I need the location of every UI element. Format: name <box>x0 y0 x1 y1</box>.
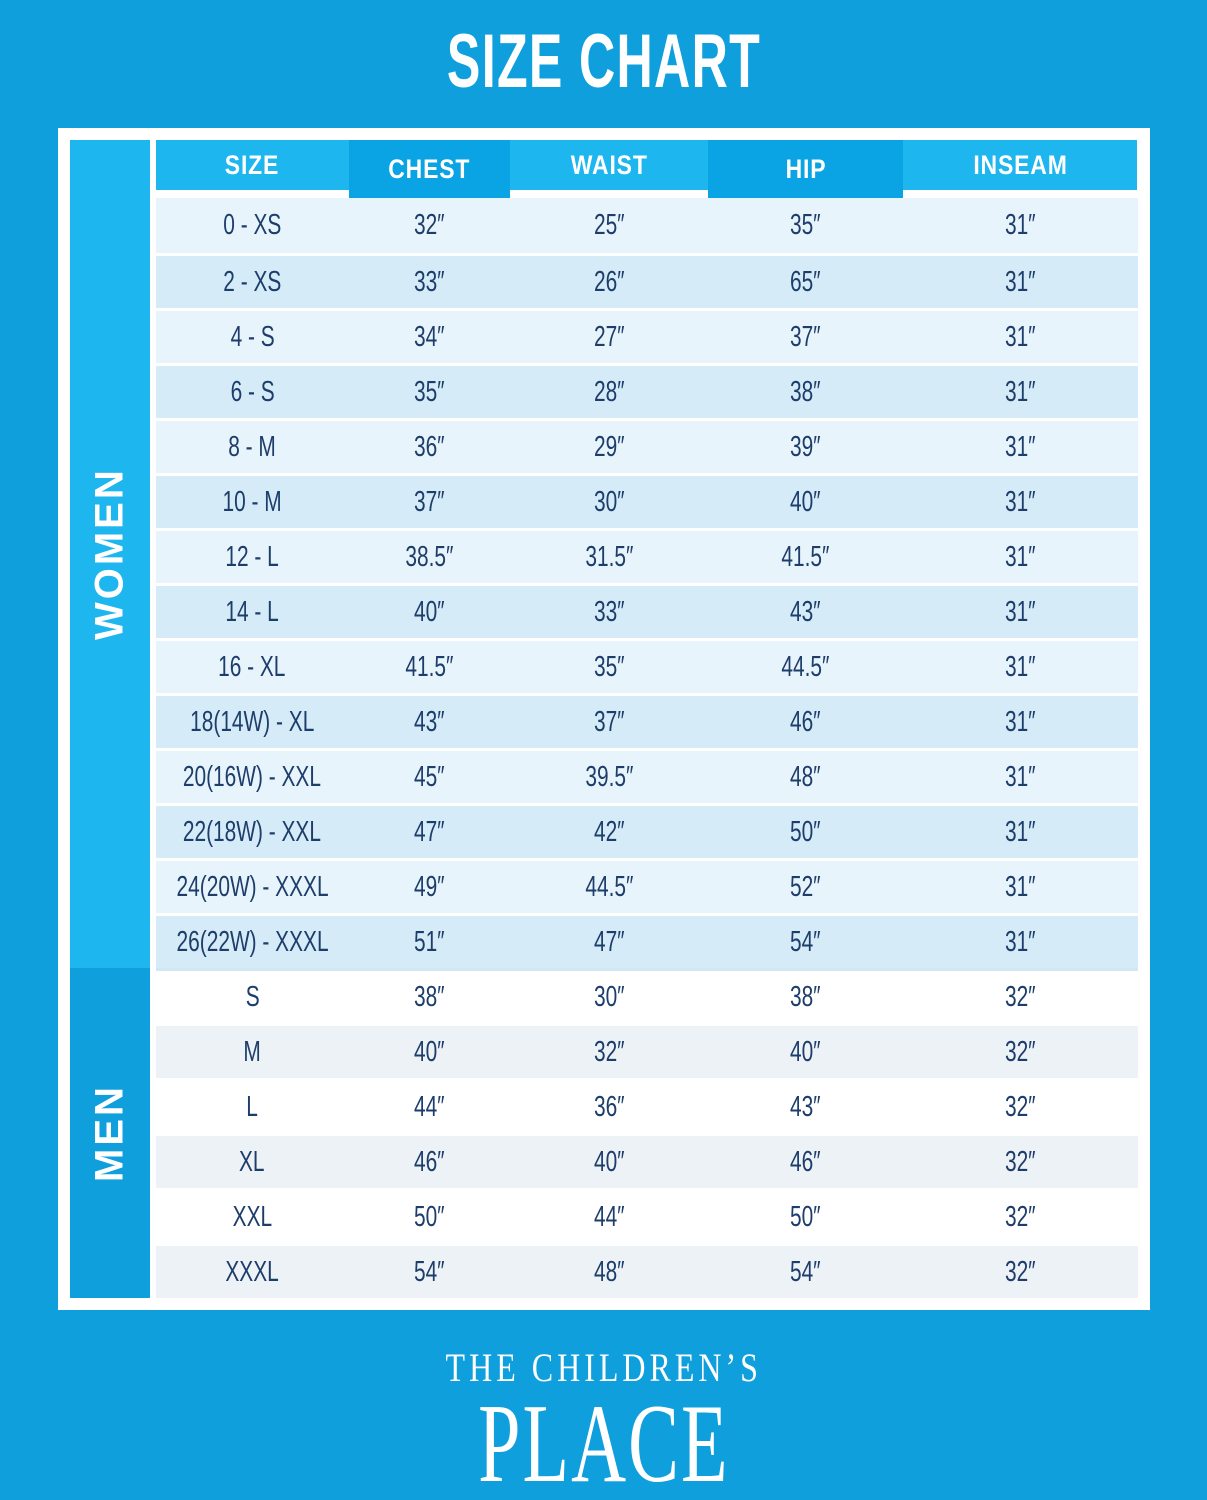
cell-inseam: 31″ <box>1004 650 1036 683</box>
cell-chest: 37″ <box>414 485 445 518</box>
cell-chest: 54″ <box>414 1255 445 1288</box>
column-header-size-label: SIZE <box>225 149 280 180</box>
size-chart-table <box>58 128 1150 1310</box>
cell-chest: 51″ <box>414 925 445 958</box>
cell-inseam: 31″ <box>1004 375 1036 408</box>
cell-waist: 30″ <box>593 485 625 518</box>
cell-chest: 41.5″ <box>405 650 454 683</box>
cell-inseam: 31″ <box>1004 320 1036 353</box>
section-men <box>70 968 150 1298</box>
cell-hip: 54″ <box>790 925 821 958</box>
cell-waist: 40″ <box>593 1145 625 1178</box>
section-women-label: WOMEN <box>87 467 131 641</box>
cell-size: M <box>243 1035 261 1068</box>
cell-waist: 30″ <box>593 980 625 1013</box>
cell-waist: 31.5″ <box>585 540 634 573</box>
cell-hip: 50″ <box>790 815 821 848</box>
cell-hip: 65″ <box>790 265 821 298</box>
cell-size: 10 - M <box>222 485 282 518</box>
table-row <box>156 1133 1138 1188</box>
brand-line-2: PLACE <box>477 1382 730 1500</box>
cell-inseam: 32″ <box>1004 1145 1036 1178</box>
cell-size: 12 - L <box>225 540 279 573</box>
cell-hip: 54″ <box>790 1255 821 1288</box>
cell-hip: 50″ <box>790 1200 821 1233</box>
cell-chest: 40″ <box>414 595 445 628</box>
cell-inseam: 31″ <box>1004 705 1036 738</box>
table-row <box>156 363 1138 418</box>
cell-chest: 45″ <box>414 760 445 793</box>
cell-inseam: 32″ <box>1004 1035 1036 1068</box>
cell-inseam: 31″ <box>1004 430 1036 463</box>
cell-inseam: 32″ <box>1004 1200 1036 1233</box>
cell-size: 20(16W) - XXL <box>183 760 322 793</box>
cell-waist: 36″ <box>593 1090 625 1123</box>
table-row <box>156 1078 1138 1133</box>
cell-size: XXXL <box>225 1255 279 1288</box>
table-row <box>156 803 1138 858</box>
cell-size: 8 - M <box>228 430 277 463</box>
cell-inseam: 32″ <box>1004 1090 1036 1123</box>
cell-chest: 38″ <box>414 980 445 1013</box>
table-row <box>156 748 1138 803</box>
cell-inseam: 31″ <box>1004 925 1036 958</box>
cell-hip: 43″ <box>790 595 821 628</box>
cell-size: 16 - XL <box>218 650 286 683</box>
cell-size: 24(20W) - XXXL <box>176 870 329 903</box>
cell-inseam: 31″ <box>1004 540 1036 573</box>
cell-chest: 43″ <box>414 705 445 738</box>
table-row <box>156 583 1138 638</box>
page-title <box>0 0 1207 104</box>
brand-line-1: THE CHILDREN’S <box>445 1345 762 1390</box>
cell-hip: 40″ <box>790 1035 821 1068</box>
cell-hip: 44.5″ <box>781 650 830 683</box>
cell-chest: 35″ <box>414 375 445 408</box>
section-sidebar <box>70 140 150 1298</box>
cell-waist: 27″ <box>593 320 625 353</box>
cell-size: XL <box>239 1145 266 1178</box>
column-header-size <box>156 140 349 190</box>
cell-waist: 47″ <box>593 925 625 958</box>
column-header-inseam <box>903 140 1138 190</box>
table-row <box>156 858 1138 913</box>
cell-inseam: 31″ <box>1004 265 1036 298</box>
cell-waist: 44″ <box>593 1200 625 1233</box>
table-row <box>156 198 1138 253</box>
cell-size: 14 - L <box>225 595 279 628</box>
page-title-text: SIZE CHART <box>446 19 761 104</box>
cell-hip: 46″ <box>790 705 821 738</box>
column-header-waist <box>510 140 708 190</box>
cell-chest: 38.5″ <box>405 540 454 573</box>
cell-inseam: 31″ <box>1004 485 1036 518</box>
section-men-label: MEN <box>87 1084 131 1182</box>
table-row <box>156 473 1138 528</box>
table-header <box>156 140 1138 198</box>
cell-size: S <box>245 980 260 1013</box>
cell-hip: 41.5″ <box>781 540 830 573</box>
cell-hip: 40″ <box>790 485 821 518</box>
table-row <box>156 1243 1138 1298</box>
table-row <box>156 528 1138 583</box>
cell-hip: 37″ <box>790 320 821 353</box>
cell-hip: 39″ <box>790 430 821 463</box>
cell-inseam: 32″ <box>1004 980 1036 1013</box>
cell-waist: 42″ <box>593 815 625 848</box>
cell-chest: 33″ <box>414 265 445 298</box>
cell-chest: 50″ <box>414 1200 445 1233</box>
cell-chest: 40″ <box>414 1035 445 1068</box>
cell-size: 22(18W) - XXL <box>183 815 322 848</box>
cell-size: 4 - S <box>230 320 275 353</box>
table-row <box>156 1023 1138 1078</box>
cell-waist: 33″ <box>593 595 625 628</box>
cell-size: 2 - XS <box>223 265 282 298</box>
cell-hip: 38″ <box>790 375 821 408</box>
table-row <box>156 308 1138 363</box>
table-row <box>156 913 1138 968</box>
cell-hip: 48″ <box>790 760 821 793</box>
cell-chest: 46″ <box>414 1145 445 1178</box>
table-row <box>156 968 1138 1023</box>
cell-size: XXL <box>232 1200 272 1233</box>
cell-inseam: 31″ <box>1004 209 1036 241</box>
cell-size: 26(22W) - XXXL <box>176 925 329 958</box>
cell-chest: 47″ <box>414 815 445 848</box>
cell-size: 6 - S <box>230 375 275 408</box>
cell-chest: 32″ <box>414 209 445 241</box>
brand-logo <box>0 1344 1207 1500</box>
table-row <box>156 1188 1138 1243</box>
cell-hip: 46″ <box>790 1145 821 1178</box>
table-main <box>156 140 1138 1298</box>
cell-inseam: 31″ <box>1004 760 1036 793</box>
cell-hip: 35″ <box>790 209 821 241</box>
table-body <box>156 198 1138 1298</box>
section-women <box>70 140 150 968</box>
cell-hip: 43″ <box>790 1090 821 1123</box>
cell-waist: 29″ <box>593 430 625 463</box>
cell-waist: 35″ <box>593 650 625 683</box>
cell-size: 18(14W) - XL <box>190 705 315 738</box>
cell-inseam: 31″ <box>1004 815 1036 848</box>
cell-size: 0 - XS <box>223 209 282 241</box>
table-row <box>156 418 1138 473</box>
cell-chest: 36″ <box>414 430 445 463</box>
cell-chest: 49″ <box>414 870 445 903</box>
cell-inseam: 31″ <box>1004 870 1036 903</box>
column-header-chest-label: CHEST <box>388 153 471 184</box>
column-header-chest <box>349 140 510 198</box>
cell-waist: 39.5″ <box>585 760 634 793</box>
cell-inseam: 32″ <box>1004 1255 1036 1288</box>
cell-chest: 34″ <box>414 320 445 353</box>
cell-waist: 28″ <box>593 375 625 408</box>
cell-waist: 26″ <box>593 265 625 298</box>
cell-waist: 37″ <box>593 705 625 738</box>
cell-hip: 38″ <box>790 980 821 1013</box>
table-row <box>156 253 1138 308</box>
cell-waist: 44.5″ <box>585 870 634 903</box>
table-row <box>156 693 1138 748</box>
cell-size: L <box>246 1090 259 1123</box>
cell-waist: 32″ <box>593 1035 625 1068</box>
cell-waist: 48″ <box>593 1255 625 1288</box>
column-header-inseam-label: INSEAM <box>972 149 1068 180</box>
column-header-waist-label: WAIST <box>570 149 648 180</box>
cell-chest: 44″ <box>414 1090 445 1123</box>
column-header-hip <box>708 140 902 198</box>
table-row <box>156 638 1138 693</box>
cell-waist: 25″ <box>593 209 625 241</box>
cell-inseam: 31″ <box>1004 595 1036 628</box>
column-header-hip-label: HIP <box>785 153 826 184</box>
cell-hip: 52″ <box>790 870 821 903</box>
